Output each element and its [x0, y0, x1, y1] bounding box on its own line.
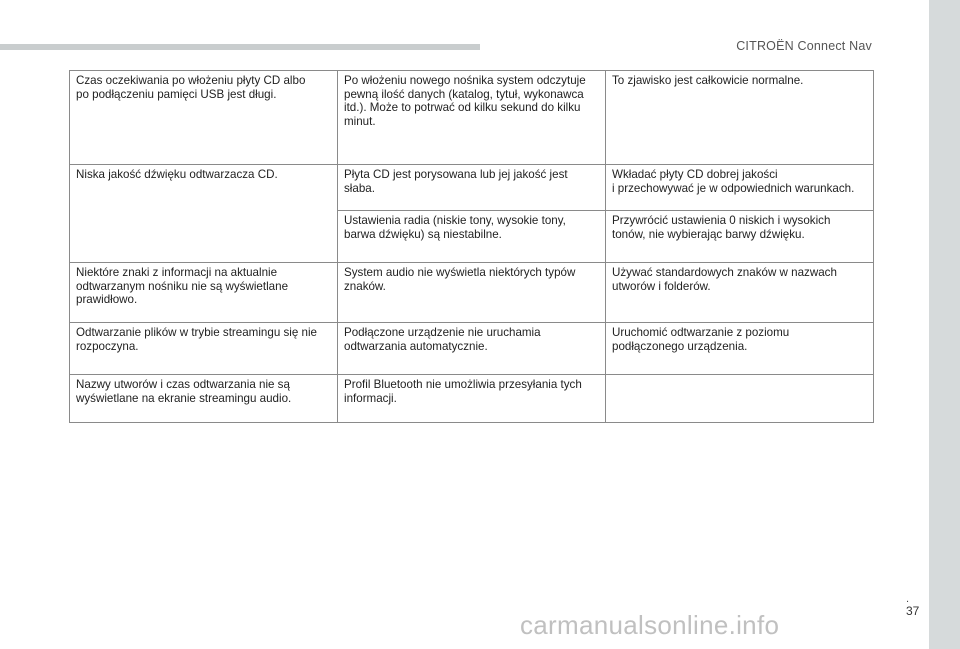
cause-cell: Profil Bluetooth nie umożliwia przesyłania tych informacji.: [338, 375, 606, 423]
cause-cell: System audio nie wyświetla niektórych typów znaków.: [338, 263, 606, 323]
page-side-band: [929, 0, 960, 649]
cause-cell: Podłączone urządzenie nie uruchamia odtwarzania automatycznie.: [338, 323, 606, 375]
solution-cell: Wkładać płyty CD dobrej jakości i przechowywać je w odpowiednich warunkach.: [606, 165, 874, 211]
problem-cell: Odtwarzanie plików w trybie streamingu się nie rozpoczyna.: [70, 323, 338, 375]
solution-cell: To zjawisko jest całkowicie normalne.: [606, 71, 874, 165]
problem-cell: Niska jakość dźwięku odtwarzacza CD.: [70, 165, 338, 263]
troubleshooting-table: [69, 70, 874, 423]
problem-cell: Niektóre znaki z informacji na aktualnie odtwarzanym nośniku nie są wyświetlane prawidłowo.: [70, 263, 338, 323]
page-number: 37: [906, 604, 920, 618]
table-row: [70, 165, 874, 211]
page-marker: .: [906, 593, 910, 605]
problem-cell: Nazwy utworów i czas odtwarzania nie są wyświetlane na ekranie streamingu audio.: [70, 375, 338, 423]
cause-cell: Płyta CD jest porysowana lub jej jakość jest słaba.: [338, 165, 606, 211]
problem-cell: Czas oczekiwania po włożeniu płyty CD albo po podłączeniu pamięci USB jest długi.: [70, 71, 338, 165]
solution-cell: Używać standardowych znaków w nazwach utworów i folderów.: [606, 263, 874, 323]
header-rule: [0, 44, 480, 50]
table-row: [70, 375, 874, 423]
cause-cell: Ustawienia radia (niskie tony, wysokie tony, barwa dźwięku) są niestabilne.: [338, 211, 606, 263]
solution-cell: Uruchomić odtwarzanie z poziomu podłączonego urządzenia.: [606, 323, 874, 375]
solution-cell: [606, 375, 874, 423]
header-title: CITROËN Connect Nav: [736, 39, 872, 53]
table-row: [70, 71, 874, 165]
table-row: [70, 263, 874, 323]
table-row: [70, 323, 874, 375]
watermark: carmanualsonline.info: [520, 610, 780, 640]
solution-cell: Przywrócić ustawienia 0 niskich i wysokich tonów, nie wybierając barwy dźwięku.: [606, 211, 874, 263]
cause-cell: Po włożeniu nowego nośnika system odczytuje pewną ilość danych (katalog, tytuł, wykonawca itd.). Może to potrwać od kilku sekund do kilku minut.: [338, 71, 606, 165]
